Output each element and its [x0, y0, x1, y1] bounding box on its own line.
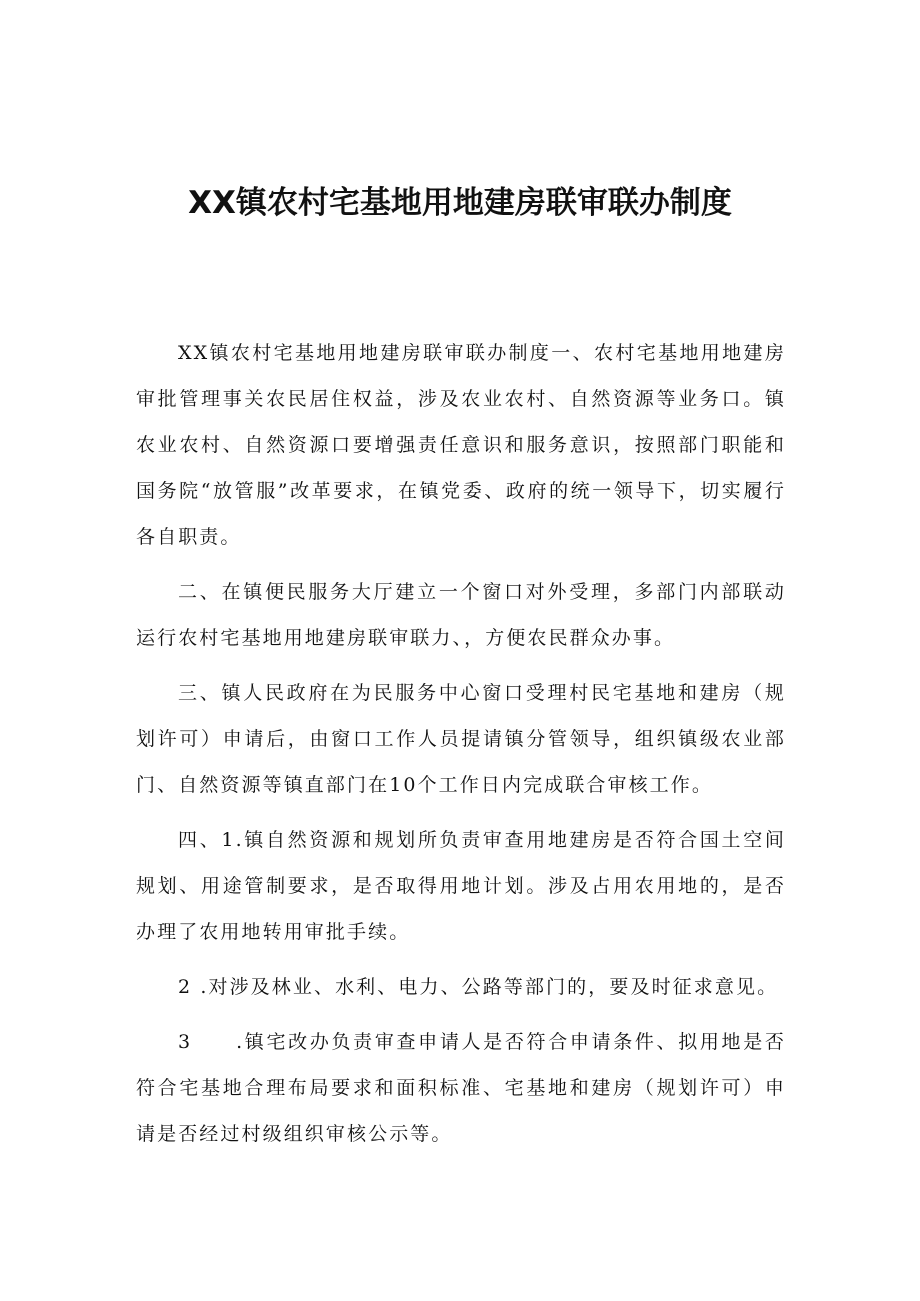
paragraph-3: 三、镇人民政府在为民服务中心窗口受理村民宅基地和建房（规划许可）申请后，由窗口工作人员提请镇分管领导，组织镇级农业部门、自然资源等镇直部门在10个工作日内完成联合审核工作。: [136, 682, 786, 796]
paragraph-2: 二、在镇便民服务大厅建立一个窗口对外受理，多部门内部联动运行农村宅基地用地建房联审联力、，方便农民群众办事。: [136, 581, 786, 649]
document-body: [136, 330, 786, 1166]
paragraph-5: 2 .对涉及林业、水利、电力、公路等部门的，要及时征求意见。: [178, 976, 779, 998]
paragraph-4: 四、1.镇自然资源和规划所负责审查用地建房是否符合国土空间规划、用途管制要求，是否取得用地计划。涉及占用农用地的，是否办理了农用地转用审批手续。: [136, 829, 786, 943]
document-title: XX镇农村宅基地用地建房联审联办制度: [188, 185, 732, 221]
paragraph-6: 3 .镇宅改办负责审查申请人是否符合申请条件、拟用地是否符合宅基地合理布局要求和面积标准、宅基地和建房（规划许可）申请是否经过村级组织审核公示等。: [136, 1031, 786, 1145]
paragraph-1: XX镇农村宅基地用地建房联审联办制度一、农村宅基地用地建房审批管理事关农民居住权益，涉及农业农村、自然资源等业务口。镇农业农村、自然资源口要增强责任意识和服务意识，按照部门职能和国务院“放管服”改革要求，在镇党委、政府的统一领导下，切实履行各自职责。: [136, 342, 786, 548]
